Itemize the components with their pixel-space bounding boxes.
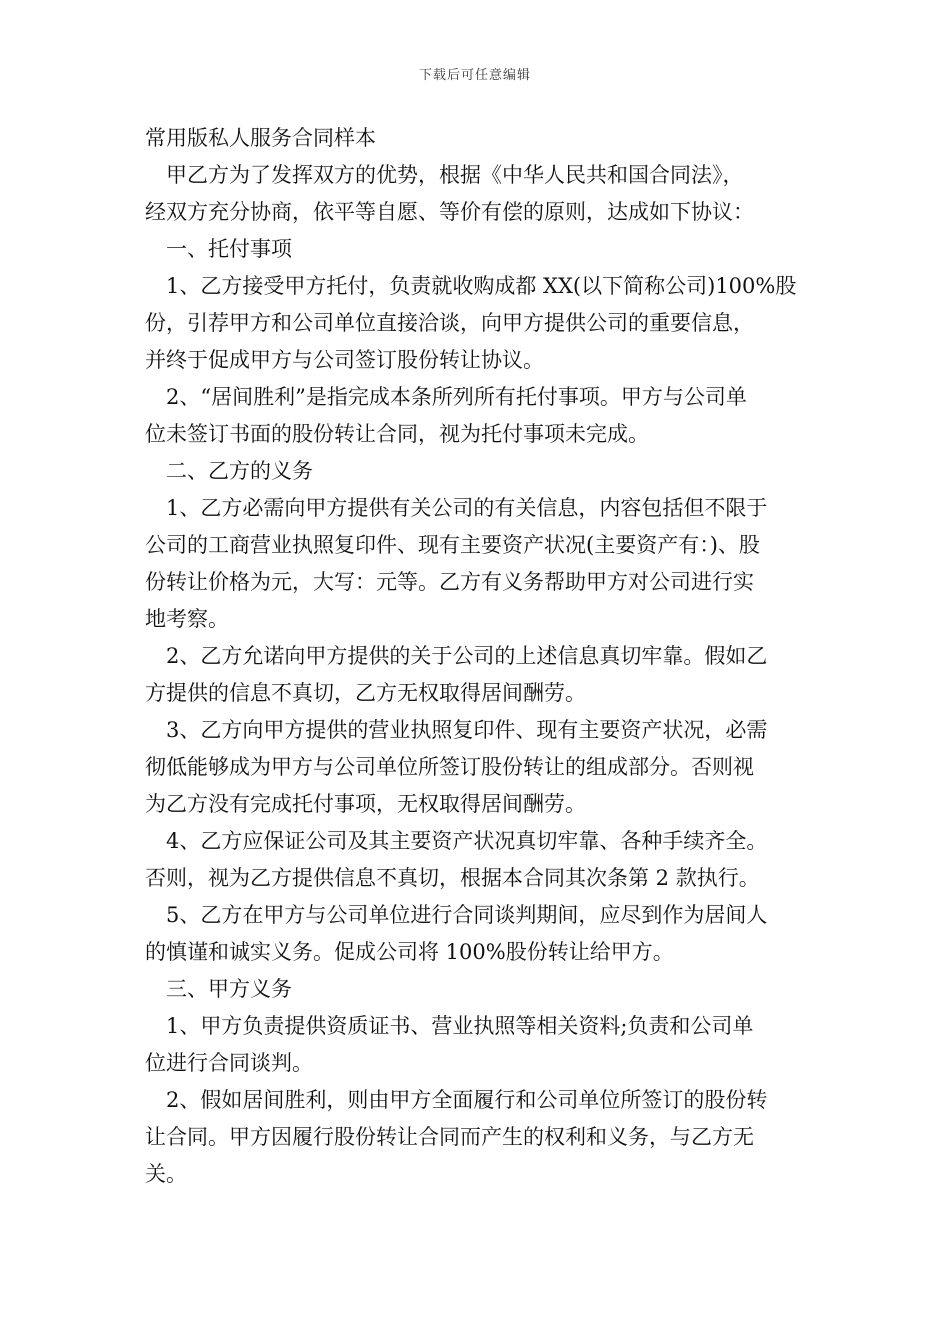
paragraph-line: 份转让价格为元，大写：元等。乙方有义务帮助甲方对公司进行实 — [145, 570, 754, 594]
section-heading: 二、乙方的义务 — [145, 459, 313, 483]
paragraph-line: 2、乙方允诺向甲方提供的关于公司的上述信息真切牢靠。假如乙 — [145, 644, 768, 668]
document-body — [145, 120, 807, 1193]
paragraph-line: 为乙方没有完成托付事项，无权取得居间酬劳。 — [145, 792, 586, 816]
paragraph-line: 位进行合同谈判。 — [145, 1051, 313, 1075]
paragraph-line: 否则，视为乙方提供信息不真切，根据本合同其次条第 2 款执行。 — [145, 866, 760, 890]
paragraph-line: 公司的工商营业执照复印件、现有主要资产状况(主要资产有：)、股 — [145, 533, 760, 557]
paragraph-line: 关。 — [145, 1162, 187, 1186]
paragraph-line: 方提供的信息不真切，乙方无权取得居间酬劳。 — [145, 681, 586, 705]
paragraph-line: 1、乙方接受甲方托付，负责就收购成都 XX(以下简称公司)100%股 — [145, 274, 797, 298]
section-heading: 一、托付事项 — [145, 237, 292, 261]
paragraph-line: 4、乙方应保证公司及其主要资产状况真切牢靠、各种手续齐全。 — [145, 829, 768, 853]
paragraph-line: 份，引荐甲方和公司单位直接洽谈，向甲方提供公司的重要信息， — [145, 311, 754, 335]
paragraph-line: 2、假如居间胜利，则由甲方全面履行和公司单位所签订的股份转 — [145, 1088, 768, 1112]
paragraph-line: 3、乙方向甲方提供的营业执照复印件、现有主要资产状况，必需 — [145, 718, 768, 742]
paragraph-line: 让合同。甲方因履行股份转让合同而产生的权利和义务，与乙方无 — [145, 1125, 754, 1149]
paragraph-line: 1、甲方负责提供资质证书、营业执照等相关资料;负责和公司单 — [145, 1014, 754, 1038]
paragraph-line: 2、“居间胜利”是指完成本条所列所有托付事项。甲方与公司单 — [145, 385, 747, 409]
page-header: 下载后可任意编辑 — [418, 68, 531, 83]
paragraph-line: 位未签订书面的股份转让合同，视为托付事项未完成。 — [145, 422, 649, 446]
paragraph-line: 地考察。 — [145, 607, 229, 631]
paragraph-line: 彻低能够成为甲方与公司单位所签订股份转让的组成部分。否则视 — [145, 755, 754, 779]
paragraph-line: 的慎谨和诚实义务。促成公司将 100%股份转让给甲方。 — [145, 940, 674, 964]
paragraph-line: 1、乙方必需向甲方提供有关公司的有关信息，内容包括但不限于 — [145, 496, 768, 520]
document-title: 常用版私人服务合同样本 — [145, 126, 376, 150]
paragraph-line: 并终于促成甲方与公司签订股份转让协议。 — [145, 348, 544, 372]
paragraph-line: 经双方充分协商，依平等自愿、等价有偿的原则，达成如下协议： — [145, 200, 754, 224]
paragraph-line: 甲乙方为了发挥双方的优势，根据《中华人民共和国合同法》， — [145, 163, 744, 187]
section-heading: 三、甲方义务 — [145, 977, 292, 1001]
paragraph-line: 5、乙方在甲方与公司单位进行合同谈判期间，应尽到作为居间人 — [145, 903, 768, 927]
